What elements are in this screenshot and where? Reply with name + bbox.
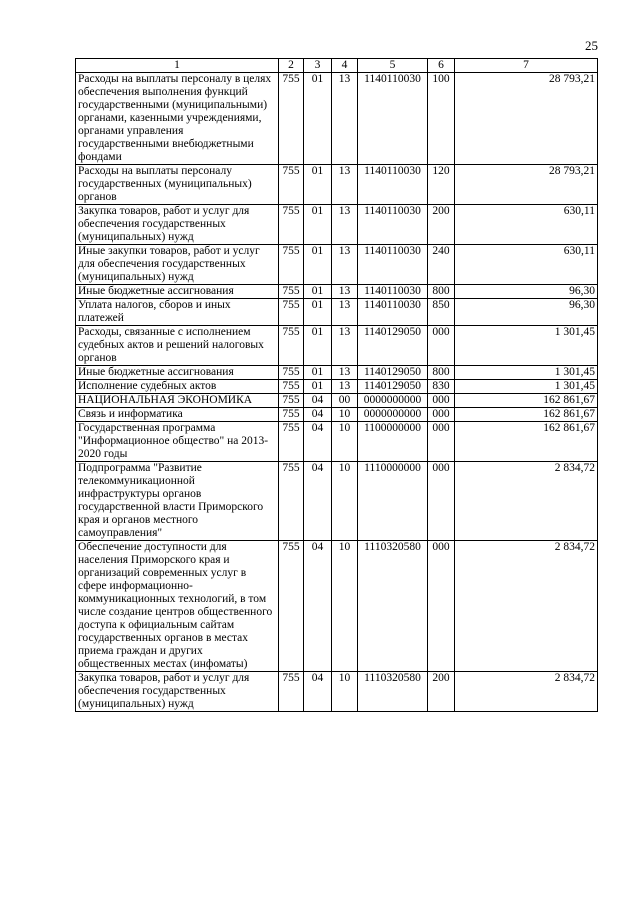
subsection-code-cell: 00: [332, 394, 358, 408]
amount-cell: 162 861,67: [455, 422, 598, 462]
item-name-cell: Государственная программа "Информационное общество" на 2013-2020 годы: [76, 422, 279, 462]
expense-type-cell: 000: [428, 326, 455, 366]
table-row: [76, 394, 598, 408]
amount-cell: 1 301,45: [455, 380, 598, 394]
subsection-code-cell: 13: [332, 165, 358, 205]
header-cell: 1: [76, 59, 279, 73]
subsection-code-cell: 10: [332, 541, 358, 672]
amount-cell: 2 834,72: [455, 462, 598, 541]
subsection-code-cell: 10: [332, 462, 358, 541]
expense-type-cell: 200: [428, 672, 455, 712]
subsection-code-cell: 13: [332, 245, 358, 285]
table-row: [76, 672, 598, 712]
ministry-code-cell: 755: [279, 299, 304, 326]
table-row: [76, 541, 598, 672]
section-code-cell: 04: [304, 422, 332, 462]
item-name-cell: Подпрограмма "Развитие телекоммуникационной инфраструктуры органов государственной власти Приморского края и органов местного самоуправления": [76, 462, 279, 541]
expense-type-cell: 800: [428, 366, 455, 380]
item-name-cell: Закупка товаров, работ и услуг для обеспечения государственных (муниципальных) нужд: [76, 205, 279, 245]
table-row: [76, 73, 598, 165]
amount-cell: 96,30: [455, 285, 598, 299]
amount-cell: 96,30: [455, 299, 598, 326]
expense-type-cell: 000: [428, 462, 455, 541]
section-code-cell: 04: [304, 462, 332, 541]
amount-cell: 630,11: [455, 245, 598, 285]
expense-type-cell: 120: [428, 165, 455, 205]
target-code-cell: 1140110030: [358, 165, 428, 205]
item-name-cell: Иные бюджетные ассигнования: [76, 285, 279, 299]
ministry-code-cell: 755: [279, 394, 304, 408]
amount-cell: 630,11: [455, 205, 598, 245]
expense-type-cell: 800: [428, 285, 455, 299]
expense-type-cell: 830: [428, 380, 455, 394]
subsection-code-cell: 13: [332, 326, 358, 366]
subsection-code-cell: 10: [332, 422, 358, 462]
item-name-cell: Расходы на выплаты персоналу в целях обеспечения выполнения функций государственными (муниципальными) органами, казенными учреждениями, органами управления государственными внебюджетными фондами: [76, 73, 279, 165]
header-cell: 3: [304, 59, 332, 73]
ministry-code-cell: 755: [279, 380, 304, 394]
target-code-cell: 1140110030: [358, 73, 428, 165]
expense-type-cell: 000: [428, 541, 455, 672]
subsection-code-cell: 13: [332, 380, 358, 394]
section-code-cell: 01: [304, 165, 332, 205]
section-code-cell: 04: [304, 394, 332, 408]
item-name-cell: Закупка товаров, работ и услуг для обеспечения государственных (муниципальных) нужд: [76, 672, 279, 712]
target-code-cell: 1140110030: [358, 285, 428, 299]
section-code-cell: 01: [304, 326, 332, 366]
item-name-cell: Иные бюджетные ассигнования: [76, 366, 279, 380]
expense-type-cell: 000: [428, 408, 455, 422]
target-code-cell: 1140129050: [358, 326, 428, 366]
table-row: [76, 380, 598, 394]
table-row: [76, 326, 598, 366]
ministry-code-cell: 755: [279, 285, 304, 299]
section-code-cell: 01: [304, 73, 332, 165]
ministry-code-cell: 755: [279, 672, 304, 712]
subsection-code-cell: 13: [332, 285, 358, 299]
subsection-code-cell: 13: [332, 205, 358, 245]
table-row: [76, 462, 598, 541]
amount-cell: 2 834,72: [455, 541, 598, 672]
header-cell: 4: [332, 59, 358, 73]
table-row: [76, 285, 598, 299]
section-code-cell: 04: [304, 672, 332, 712]
item-name-cell: Уплата налогов, сборов и иных платежей: [76, 299, 279, 326]
header-cell: 7: [455, 59, 598, 73]
subsection-code-cell: 10: [332, 672, 358, 712]
amount-cell: 28 793,21: [455, 73, 598, 165]
table-row: [76, 165, 598, 205]
section-code-cell: 04: [304, 408, 332, 422]
table-row: [76, 408, 598, 422]
table-row: [76, 205, 598, 245]
section-code-cell: 01: [304, 380, 332, 394]
target-code-cell: 1110320580: [358, 541, 428, 672]
amount-cell: 2 834,72: [455, 672, 598, 712]
header-cell: 6: [428, 59, 455, 73]
amount-cell: 162 861,67: [455, 394, 598, 408]
section-code-cell: 01: [304, 245, 332, 285]
section-code-cell: 04: [304, 541, 332, 672]
ministry-code-cell: 755: [279, 408, 304, 422]
header-cell: 2: [279, 59, 304, 73]
ministry-code-cell: 755: [279, 245, 304, 285]
target-code-cell: 0000000000: [358, 394, 428, 408]
target-code-cell: 1110320580: [358, 672, 428, 712]
table-row: [76, 366, 598, 380]
amount-cell: 162 861,67: [455, 408, 598, 422]
item-name-cell: Расходы на выплаты персоналу государственных (муниципальных) органов: [76, 165, 279, 205]
item-name-cell: НАЦИОНАЛЬНАЯ ЭКОНОМИКА: [76, 394, 279, 408]
expense-type-cell: 100: [428, 73, 455, 165]
amount-cell: 1 301,45: [455, 366, 598, 380]
item-name-cell: Иные закупки товаров, работ и услуг для обеспечения государственных (муниципальных) нужд: [76, 245, 279, 285]
target-code-cell: 1100000000: [358, 422, 428, 462]
item-name-cell: Связь и информатика: [76, 408, 279, 422]
target-code-cell: 1140110030: [358, 299, 428, 326]
expense-type-cell: 240: [428, 245, 455, 285]
subsection-code-cell: 10: [332, 408, 358, 422]
amount-cell: 28 793,21: [455, 165, 598, 205]
ministry-code-cell: 755: [279, 541, 304, 672]
expense-type-cell: 200: [428, 205, 455, 245]
expense-type-cell: 000: [428, 394, 455, 408]
target-code-cell: 1140129050: [358, 366, 428, 380]
ministry-code-cell: 755: [279, 366, 304, 380]
amount-cell: 1 301,45: [455, 326, 598, 366]
ministry-code-cell: 755: [279, 462, 304, 541]
item-name-cell: Расходы, связанные с исполнением судебных актов и решений налоговых органов: [76, 326, 279, 366]
subsection-code-cell: 13: [332, 366, 358, 380]
target-code-cell: 1140129050: [358, 380, 428, 394]
expense-type-cell: 850: [428, 299, 455, 326]
section-code-cell: 01: [304, 285, 332, 299]
section-code-cell: 01: [304, 366, 332, 380]
item-name-cell: Обеспечение доступности для населения Приморского края и организаций современных услуг в сфере информационно-коммуникационных технологий, в том числе создание центров общественного доступа к официальным сайтам государственных органов в местах приема граждан и других общественных местах (инфоматы): [76, 541, 279, 672]
subsection-code-cell: 13: [332, 73, 358, 165]
subsection-code-cell: 13: [332, 299, 358, 326]
table-row: [76, 422, 598, 462]
page-number: 25: [585, 38, 598, 53]
section-code-cell: 01: [304, 205, 332, 245]
ministry-code-cell: 755: [279, 422, 304, 462]
ministry-code-cell: 755: [279, 205, 304, 245]
item-name-cell: Исполнение судебных актов: [76, 380, 279, 394]
target-code-cell: 1140110030: [358, 205, 428, 245]
header-cell: 5: [358, 59, 428, 73]
target-code-cell: 0000000000: [358, 408, 428, 422]
ministry-code-cell: 755: [279, 165, 304, 205]
table-row: [76, 245, 598, 285]
section-code-cell: 01: [304, 299, 332, 326]
expense-type-cell: 000: [428, 422, 455, 462]
budget-table: [75, 58, 598, 712]
ministry-code-cell: 755: [279, 73, 304, 165]
ministry-code-cell: 755: [279, 326, 304, 366]
header-row: [76, 59, 598, 73]
target-code-cell: 1110000000: [358, 462, 428, 541]
target-code-cell: 1140110030: [358, 245, 428, 285]
table-row: [76, 299, 598, 326]
